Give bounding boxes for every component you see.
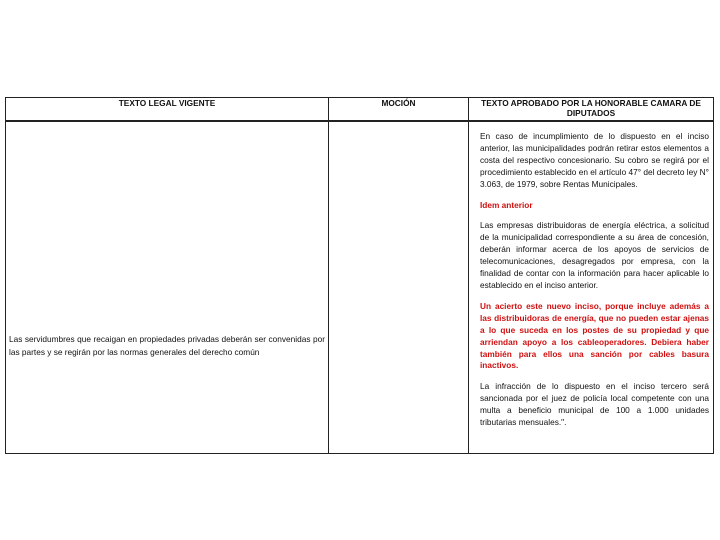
approved-paragraph: En caso de incumplimiento de lo dispuesto en el inciso anterior, las municipalidades podrán retirar estos elementos a costa del respectivo concesionario. Su cobro se regirá por el procedimiento establecido en el artículo 47° del decreto ley N° 3.063, de 1979, sobre Rentas Municipales.: [480, 131, 709, 189]
header-legal-text: TEXTO LEGAL VIGENTE: [6, 98, 329, 122]
header-approved-text: TEXTO APROBADO POR LA HONORABLE CAMARA DE DIPUTADOS: [469, 98, 714, 122]
comparison-table: [5, 97, 714, 454]
approved-paragraph: Las empresas distribuidoras de energía eléctrica, a solicitud de la municipalidad correspondiente a su área de concesión, deberán informar acerca de los apoyos de servicios de telecomunicaciones, desagregados por empresa, con la finalidad de contar con la información para hacer aplicable lo establecido en el inciso anterior.: [480, 220, 709, 290]
header-motion: MOCIÓN: [329, 98, 469, 122]
content-row: [6, 121, 714, 454]
header-row: [6, 98, 714, 122]
motion-cell: [329, 121, 469, 454]
legal-text: Las servidumbres que recaigan en propiedades privadas deberán ser convenidas por las partes y se regirán por las normas generales del derecho común: [9, 334, 325, 357]
approved-paragraph: Un acierto este nuevo inciso, porque incluye además a las distribuidoras de energía, que no pueden estar ajenas a lo que suceda en los postes de su propiedad y que arriendan apoyo a los cableoperadores. Debiera haber también para ellos una sanción por cables basura inactivos.: [480, 300, 709, 371]
approved-paragraph: Idem anterior: [480, 199, 533, 210]
approved-text-cell: [469, 121, 714, 454]
approved-paragraph: La infracción de lo dispuesto en el inciso tercero será sancionada por el juez de policía local competente con una multa a beneficio municipal de 100 a 1.000 unidades tributarias mensuales.".: [480, 381, 709, 428]
legal-text-cell: [6, 121, 329, 454]
